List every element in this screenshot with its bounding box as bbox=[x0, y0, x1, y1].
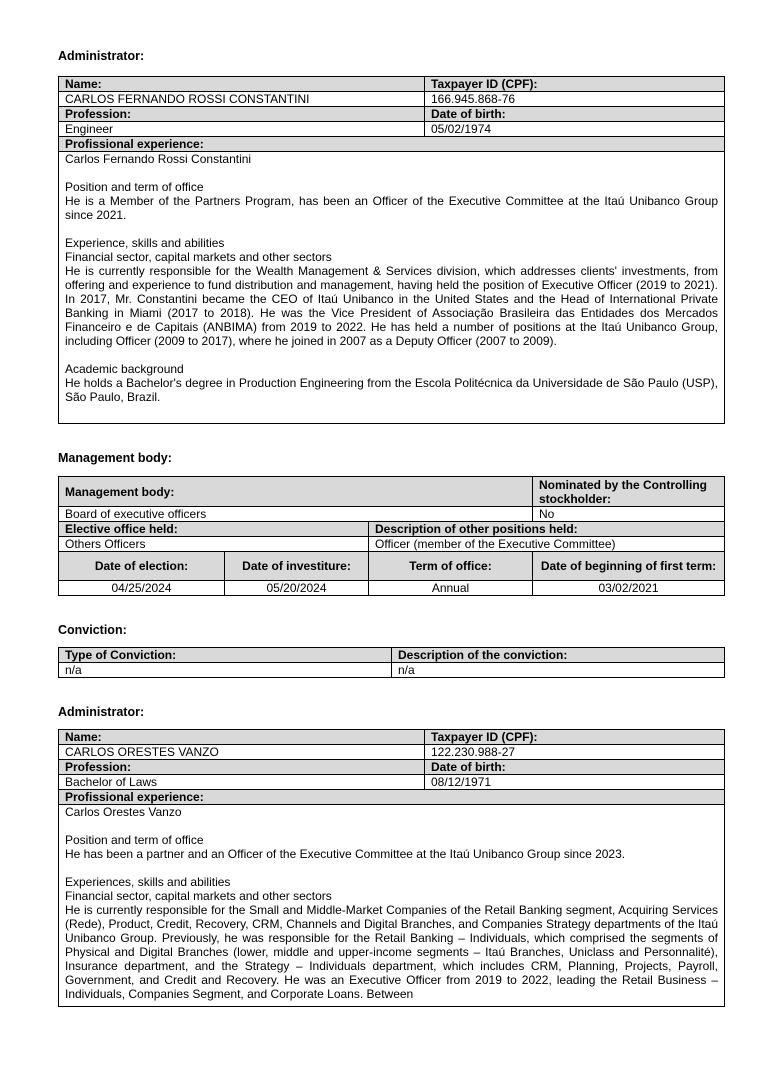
name-value: CARLOS FERNANDO ROSSI CONSTANTINI bbox=[59, 92, 425, 107]
exp-skills-text: He is currently responsible for the Wealth Management & Services division, which addresses clients' investments, from offering and experience to fund distribution and management, having held the position of Executive Officer (2019 to 2021). In 2017, Mr. Constantini became the CEO of Itaú Unibanco in the United States and the Head of International Private Banking in Miami (2017 to 2018). He was the Vice President of Associação Brasileira das Entidades dos Mercados Financeiro e de Capitais (ANBIMA) from 2019 to 2022. He has held a number of positions at the Itaú Unibanco Group, including Officer (2009 to 2017), where he joined in 2007 as a Deputy Officer (2007 to 2009). bbox=[65, 264, 718, 348]
experience-label: Profissional experience: bbox=[59, 137, 725, 152]
cpf-value: 166.945.868-76 bbox=[425, 92, 725, 107]
experience-text bbox=[59, 152, 725, 424]
experience-text bbox=[59, 805, 725, 1007]
section-title-conviction: Conviction: bbox=[58, 623, 127, 637]
management-body-table bbox=[58, 476, 725, 596]
section-title-administrator-2: Administrator: bbox=[58, 705, 145, 719]
profession-value: Bachelor of Laws bbox=[59, 775, 425, 790]
other-positions-value: Officer (member of the Executive Committee) bbox=[369, 537, 725, 552]
management-body-label: Management body: bbox=[59, 477, 533, 507]
conviction-description-label: Description of the conviction: bbox=[392, 648, 725, 663]
investiture-date-label: Date of investiture: bbox=[225, 552, 369, 581]
term-of-office-label: Term of office: bbox=[369, 552, 533, 581]
name-label: Name: bbox=[59, 730, 425, 745]
exp-position-heading: Position and term of office bbox=[65, 833, 204, 847]
conviction-description-value: n/a bbox=[392, 663, 725, 678]
exp-skills-text: He is currently responsible for the Small and Middle-Market Companies of the Retail Banking segment, Acquiring Services (Rede), Product, Credit, Recovery, CRM, Channels and Digital Branches, and Companies Strategy departments of the Itaú Unibanco Group. Previously, he was responsible for the Retail Banking – Individuals, which comprised the segments of Physical and Digital Branches (lower, middle and upper-income segments – Itaú Branches, Uniclass and Personnalité), Insurance department, and the Strategy – Individuals department, which includes CRM, Planning, Projects, Payroll, Government, and Credit and Recovery. He was an Executive Officer from 2019 to 2022, leading the Retail Business – Individuals, Companies Segment, and Corporate Loans. Between bbox=[65, 903, 718, 1001]
profession-label: Profession: bbox=[59, 760, 425, 775]
first-term-date-label: Date of beginning of first term: bbox=[533, 552, 725, 581]
cpf-label: Taxpayer ID (CPF): bbox=[425, 77, 725, 92]
conviction-type-label: Type of Conviction: bbox=[59, 648, 392, 663]
exp-skills-sub: Financial sector, capital markets and other sectors bbox=[65, 250, 332, 264]
nominated-value: No bbox=[533, 507, 725, 522]
administrator-table bbox=[58, 76, 725, 424]
election-date-label: Date of election: bbox=[59, 552, 225, 581]
name-value: CARLOS ORESTES VANZO bbox=[59, 745, 425, 760]
exp-skills-heading: Experiences, skills and abilities bbox=[65, 875, 231, 889]
cpf-label: Taxpayer ID (CPF): bbox=[425, 730, 725, 745]
dob-label: Date of birth: bbox=[425, 760, 725, 775]
other-positions-label: Description of other positions held: bbox=[369, 522, 725, 537]
exp-academic-heading: Academic background bbox=[65, 362, 184, 376]
cpf-value: 122.230.988-27 bbox=[425, 745, 725, 760]
profession-label: Profession: bbox=[59, 107, 425, 122]
conviction-table bbox=[58, 647, 725, 678]
profession-value: Engineer bbox=[59, 122, 425, 137]
exp-academic-text: He holds a Bachelor's degree in Production Engineering from the Escola Politécnica da Universidade de São Paulo (USP), São Paulo, Brazil. bbox=[65, 376, 718, 404]
exp-name: Carlos Fernando Rossi Constantini bbox=[65, 152, 252, 166]
management-body-value: Board of executive officers bbox=[59, 507, 533, 522]
election-date-value: 04/25/2024 bbox=[59, 581, 225, 596]
exp-name: Carlos Orestes Vanzo bbox=[65, 805, 182, 819]
dob-value: 08/12/1971 bbox=[425, 775, 725, 790]
section-title-administrator: Administrator: bbox=[58, 49, 145, 63]
dob-label: Date of birth: bbox=[425, 107, 725, 122]
investiture-date-value: 05/20/2024 bbox=[225, 581, 369, 596]
first-term-date-value: 03/02/2021 bbox=[533, 581, 725, 596]
administrator-table-2 bbox=[58, 729, 725, 1007]
exp-position-heading: Position and term of office bbox=[65, 180, 204, 194]
conviction-type-value: n/a bbox=[59, 663, 392, 678]
elective-office-value: Others Officers bbox=[59, 537, 369, 552]
nominated-label: Nominated by the Controlling stockholder: bbox=[533, 477, 725, 507]
elective-office-label: Elective office held: bbox=[59, 522, 369, 537]
dob-value: 05/02/1974 bbox=[425, 122, 725, 137]
section-title-management-body: Management body: bbox=[58, 451, 172, 465]
name-label: Name: bbox=[59, 77, 425, 92]
exp-skills-heading: Experience, skills and abilities bbox=[65, 236, 225, 250]
exp-skills-sub: Financial sector, capital markets and other sectors bbox=[65, 889, 332, 903]
term-of-office-value: Annual bbox=[369, 581, 533, 596]
exp-position-text: He is a Member of the Partners Program, has been an Officer of the Executive Committee at the Itaú Unibanco Group since 2021. bbox=[65, 194, 718, 222]
experience-label: Profissional experience: bbox=[59, 790, 725, 805]
exp-position-text: He has been a partner and an Officer of the Executive Committee at the Itaú Unibanco Group since 2023. bbox=[65, 847, 626, 861]
